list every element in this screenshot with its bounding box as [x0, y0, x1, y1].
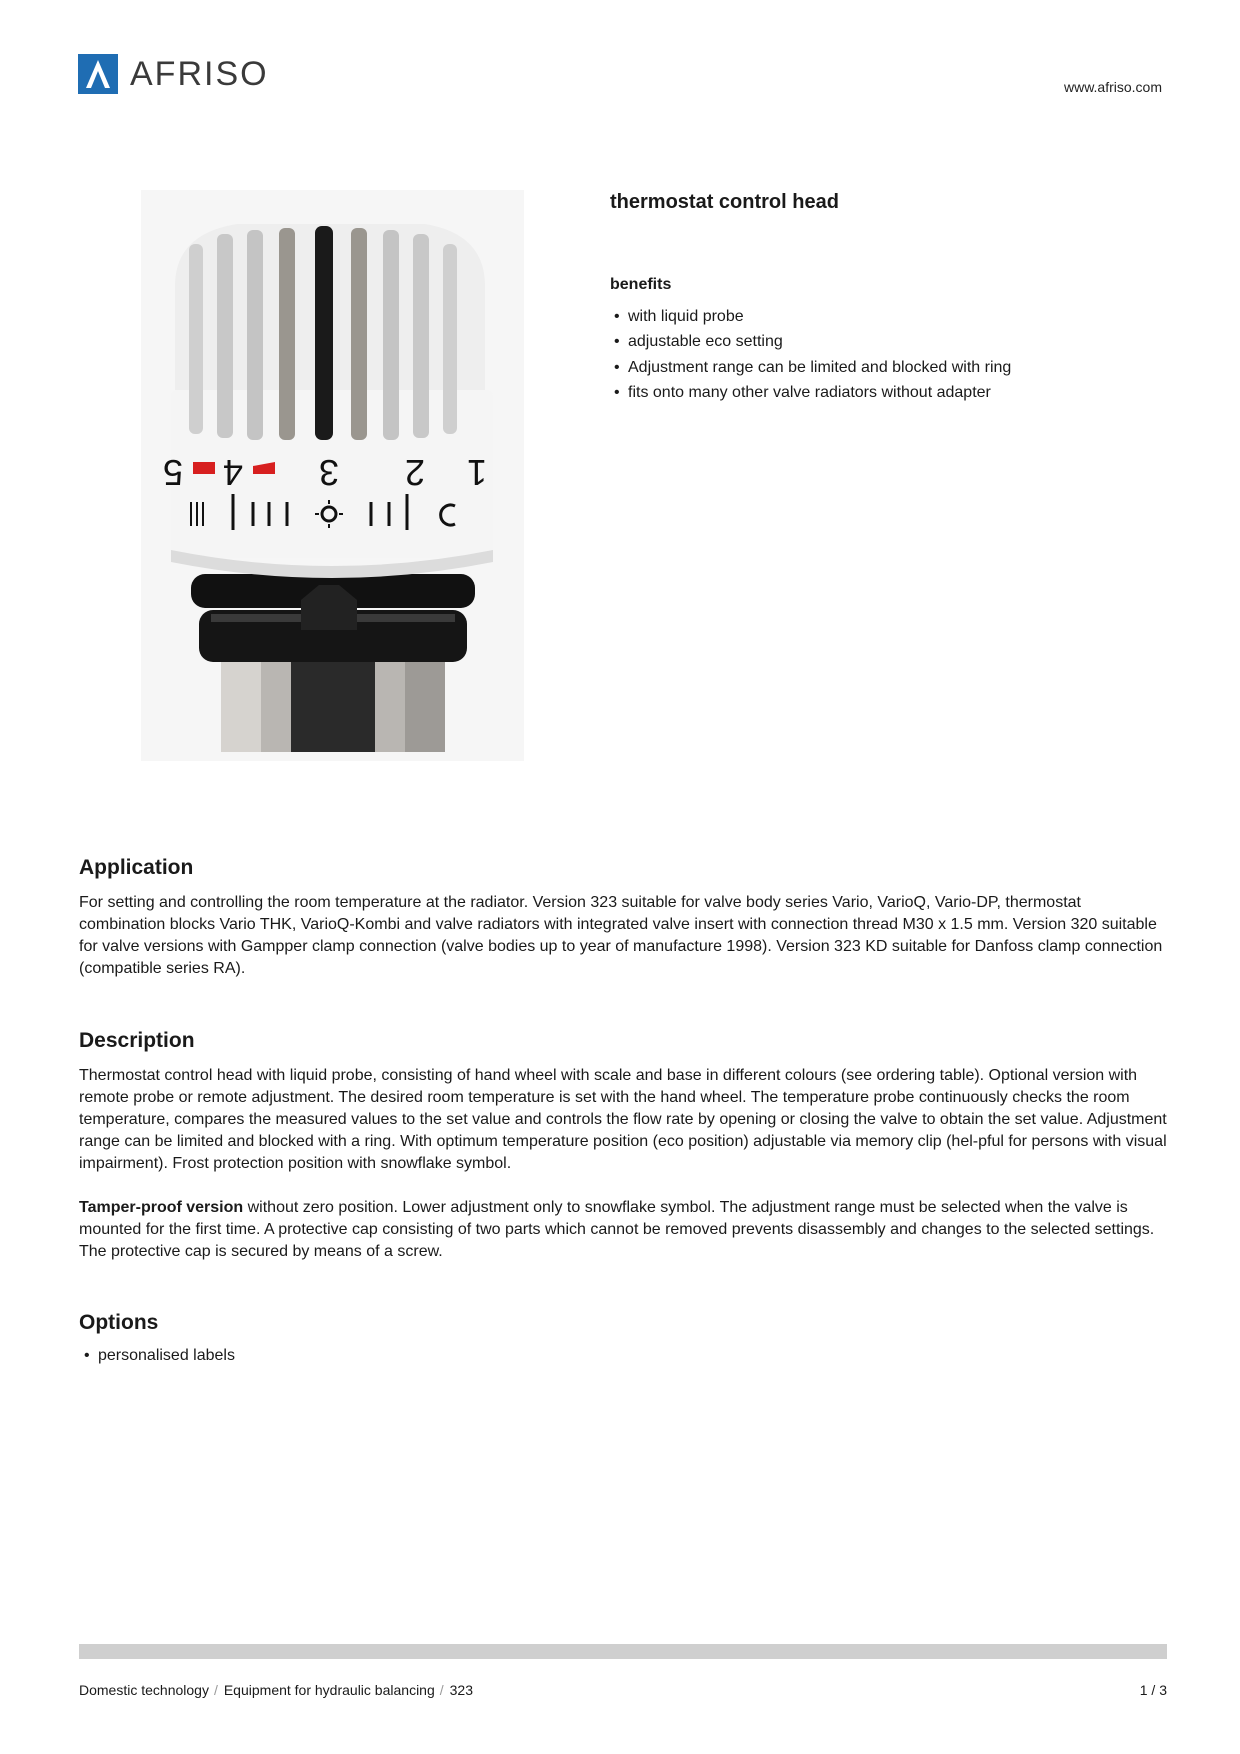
brand-name: AFRISO: [130, 55, 269, 93]
breadcrumb-item[interactable]: Equipment for hydraulic balancing: [223, 1682, 435, 1698]
bullet-icon: •: [614, 333, 620, 351]
page-number: 1 / 3: [1139, 1682, 1167, 1698]
list-item: • fits onto many other valve radiators without adapter: [614, 380, 1011, 405]
options-heading: Options: [79, 1311, 159, 1334]
footer-divider: [79, 1644, 1167, 1659]
tamper-proof-label: Tamper-proof version: [79, 1199, 244, 1216]
product-image: [141, 190, 524, 761]
tamper-proof-paragraph: [79, 1197, 1167, 1263]
list-item: • adjustable eco setting: [614, 329, 1011, 354]
application-heading: Application: [79, 856, 194, 879]
breadcrumb: [79, 1682, 473, 1698]
bullet-icon: •: [84, 1347, 90, 1364]
afriso-logo: [78, 54, 269, 94]
scale-number: 5: [162, 452, 184, 493]
options-list: [84, 1345, 235, 1367]
breadcrumb-separator: /: [213, 1682, 218, 1698]
list-item: • personalised labels: [84, 1345, 235, 1367]
description-text: Thermostat control head with liquid probe, consisting of hand wheel with scale and base in different colours (see ordering table). Optional version with remote probe or remote adjustment. The desired room temperature is set with the hand wheel. The temperature probe continuously checks the room temperature, compares the measured values to the set value and controls the flow rate by opening or closing the valve to obtain the set value. Adjustment range can be limited and blocked with a ring. With optimum temperature position (eco position) adjustable via memory clip (hel-pful for persons with visual impairment). Frost protection position with snowflake symbol.: [79, 1067, 1167, 1172]
bullet-icon: •: [614, 383, 620, 401]
scale-number: 2: [404, 452, 426, 493]
list-item: • Adjustment range can be limited and blocked with ring: [614, 355, 1011, 380]
bullet-icon: •: [614, 358, 620, 376]
scale-number: 3: [318, 452, 340, 493]
product-title: thermostat control head: [610, 191, 839, 213]
scale-number: 1: [466, 452, 488, 493]
benefits-heading: benefits: [610, 276, 672, 293]
scale-number: 4: [222, 452, 244, 493]
website-link[interactable]: www.afriso.com: [1063, 79, 1162, 95]
description-heading: Description: [79, 1029, 195, 1052]
bullet-icon: •: [614, 308, 620, 325]
afriso-logo-icon: [78, 54, 118, 94]
breadcrumb-item[interactable]: Domestic technology: [79, 1682, 209, 1698]
breadcrumb-item[interactable]: 323: [449, 1682, 473, 1698]
thermostat-head-illustration: [141, 190, 524, 761]
benefits-list: [614, 304, 1011, 405]
list-item: • with liquid probe: [614, 304, 1011, 329]
application-text: For setting and controlling the room temperature at the radiator. Version 323 suitable for valve body series Vario, VarioQ, Vario-DP, thermostat combination blocks Vario THK, VarioQ-Kombi and valve radiators with integrated valve insert with connection thread M30 x 1.5 mm. Version 320 suitable for valve versions with Gampper clamp connection (valve bodies up to year of manufacture 1998). Version 323 KD suitable for Danfoss clamp connection (compatible series RA).: [79, 894, 1163, 977]
tamper-proof-text: without zero position. Lower adjustment only to snowflake symbol. The adjustment range must be selected when the valve is mounted for the first time. A protective cap consisting of two parts which cannot be removed prevents disassembly and changes to the selected settings. The protective cap is secured by means of a screw.: [79, 1199, 1155, 1260]
breadcrumb-separator: /: [439, 1682, 444, 1698]
